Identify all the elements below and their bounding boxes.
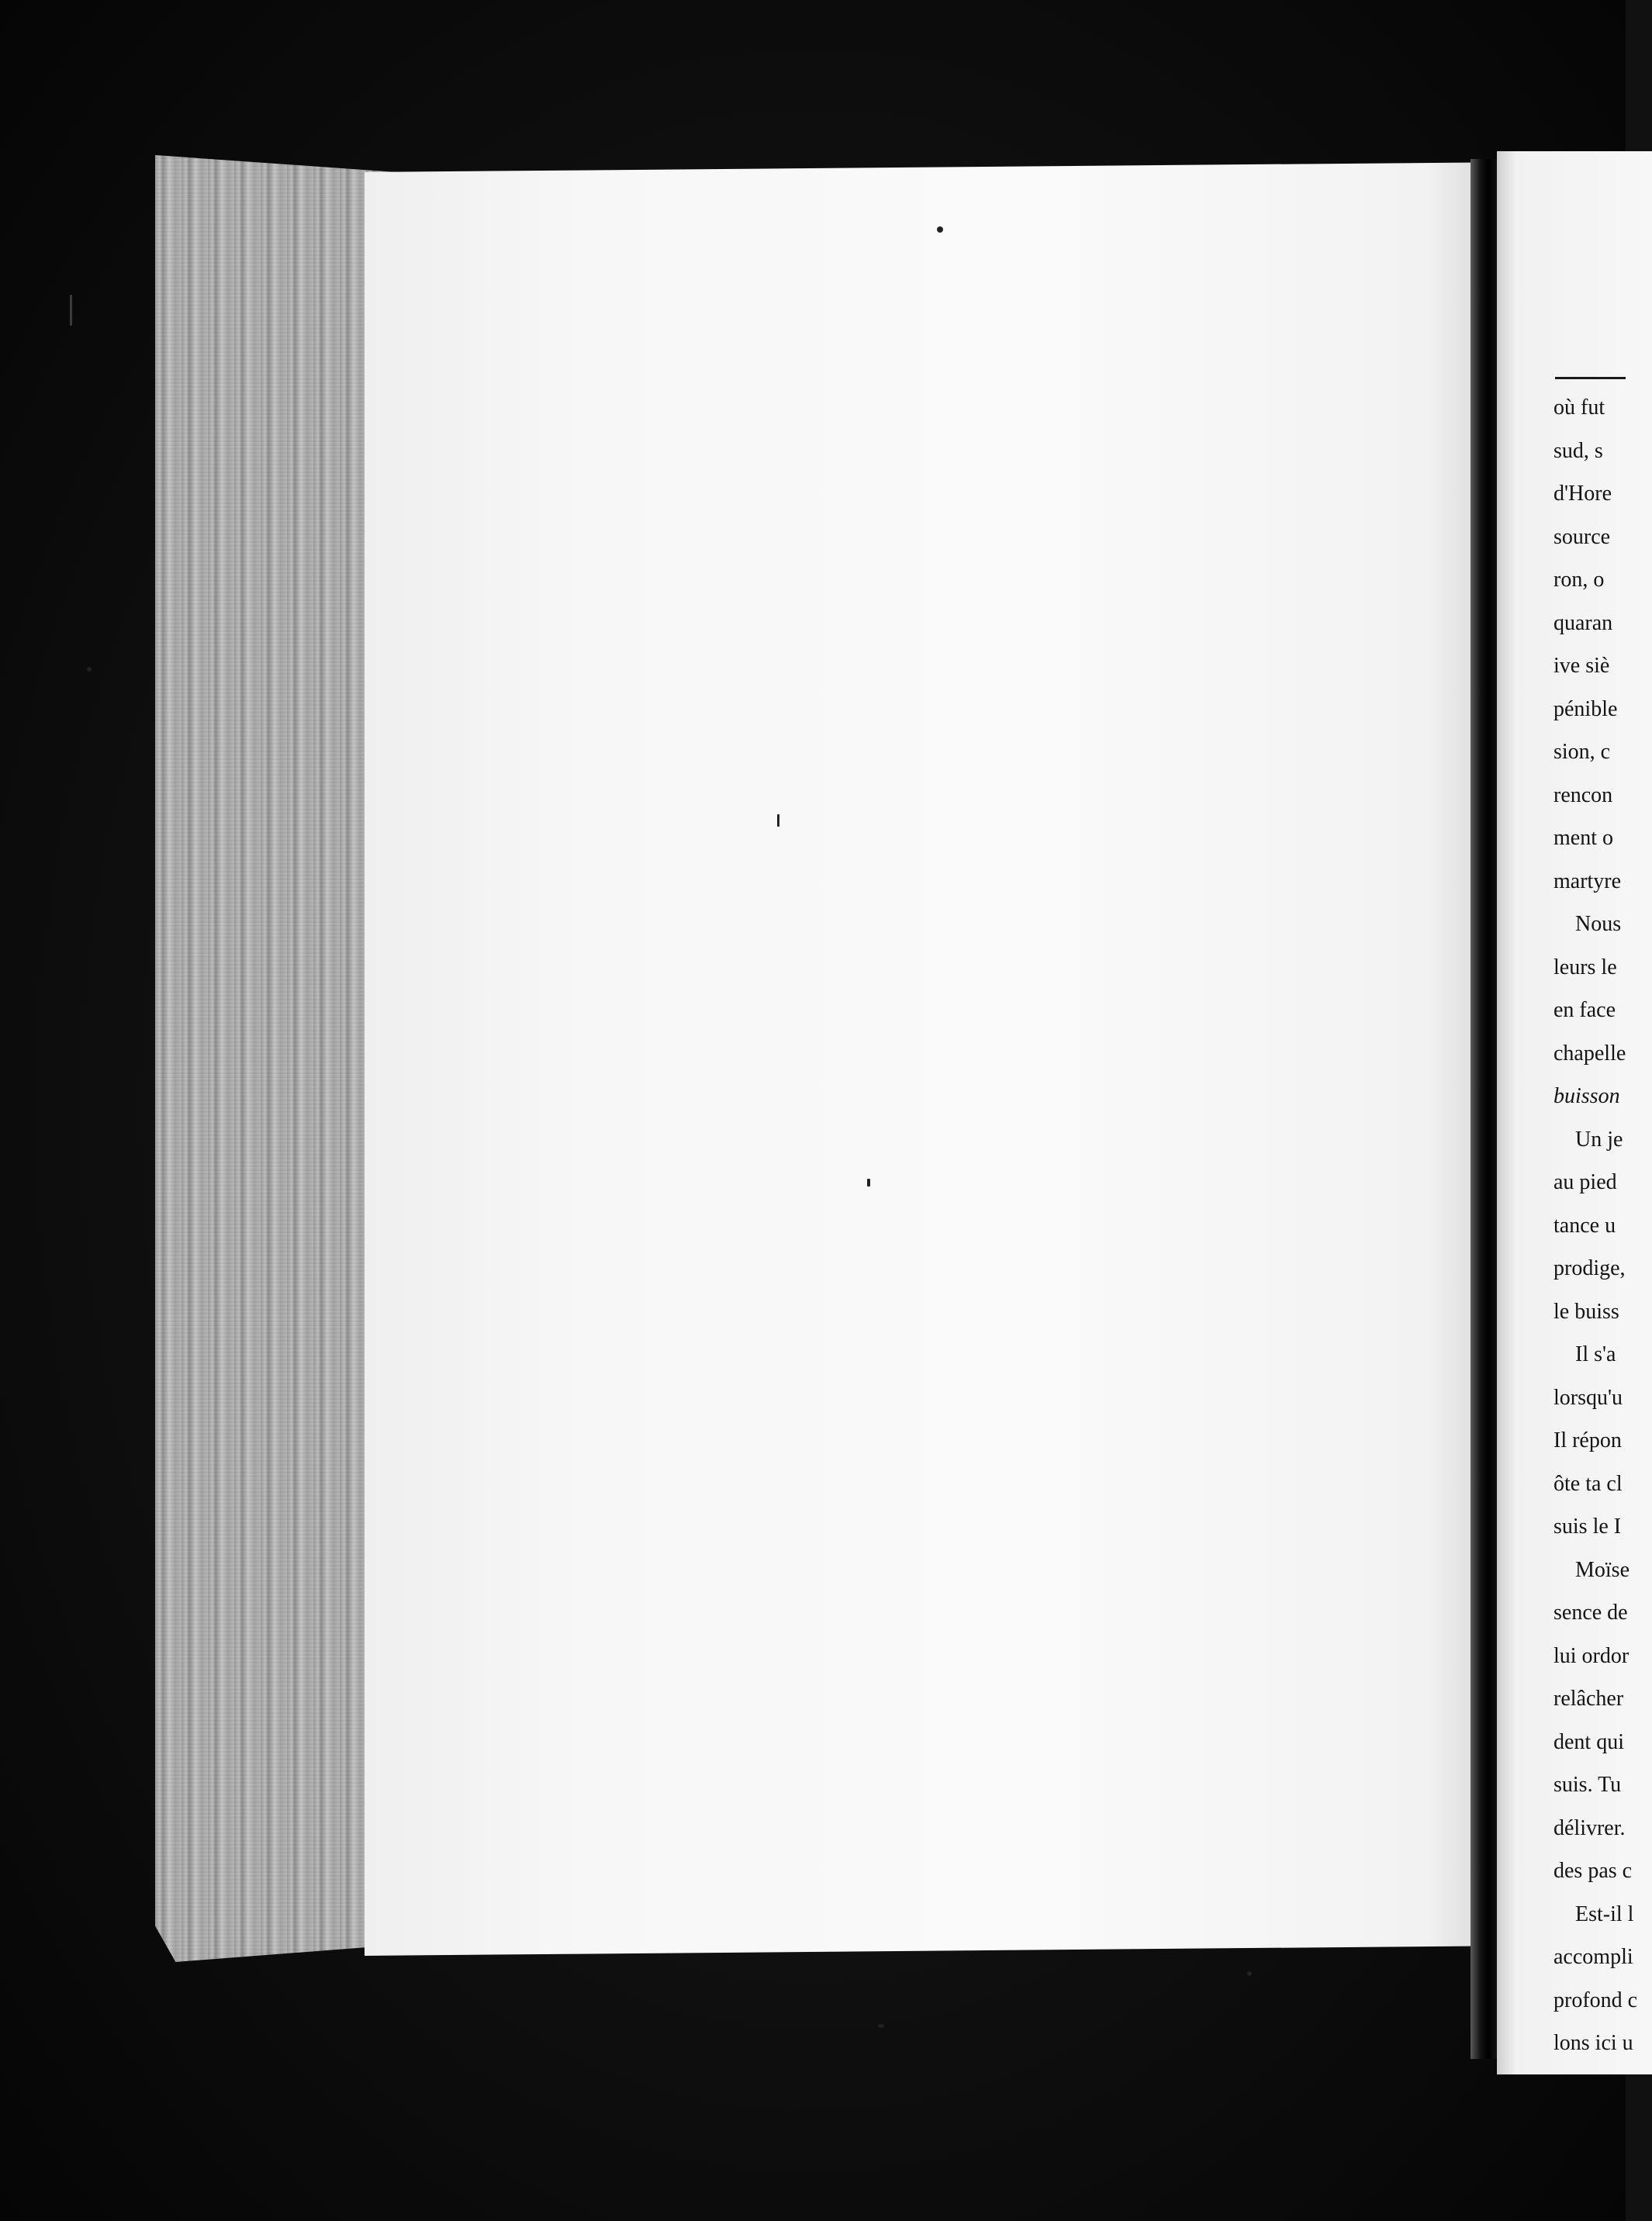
- text-line: des pas c: [1554, 1859, 1633, 1883]
- dust-speck: [70, 295, 72, 326]
- text-line: lui ordor: [1554, 1643, 1630, 1668]
- text-line: ive siè: [1554, 654, 1610, 678]
- text-line: prodige,: [1554, 1256, 1626, 1280]
- dust-speck: [937, 226, 943, 233]
- text-line: dent qui: [1554, 1729, 1624, 1754]
- text-line: quaran: [1554, 610, 1613, 635]
- italic-text: buisson: [1554, 1084, 1620, 1108]
- text-line: Il répon: [1554, 1428, 1622, 1452]
- text-line: où fut: [1554, 395, 1605, 420]
- text-line: chapelle: [1554, 1041, 1626, 1066]
- text-line: pénible: [1554, 696, 1618, 721]
- text-line: relâcher: [1554, 1687, 1624, 1711]
- text-line: ôte ta cl: [1554, 1471, 1623, 1496]
- text-line: le buiss: [1554, 1299, 1619, 1324]
- text-line: sion, c: [1554, 740, 1611, 764]
- text-line: rencon: [1554, 782, 1613, 807]
- text-line: profond c: [1554, 1988, 1638, 2012]
- text-line: d'Hore: [1554, 482, 1612, 506]
- text-line: Nous: [1575, 912, 1622, 936]
- dust-speck: [867, 1179, 870, 1186]
- text-line: en face: [1554, 998, 1616, 1022]
- text-line: lons ici u: [1554, 2031, 1633, 2055]
- text-line: au pied: [1554, 1170, 1617, 1194]
- text-line: Est-il l: [1575, 1901, 1634, 1926]
- book-gutter: [1471, 159, 1500, 2059]
- right-page-text-column: [1554, 386, 1638, 2065]
- text-line: suis le I: [1554, 1515, 1622, 1539]
- text-line: Il s'a: [1575, 1342, 1616, 1366]
- dust-speck: [777, 814, 779, 827]
- text-line: tance u: [1554, 1213, 1616, 1238]
- text-line: suis. Tu: [1554, 1773, 1622, 1797]
- header-rule: [1555, 377, 1626, 379]
- text-line: sud, s: [1554, 438, 1603, 463]
- text-line: martyre: [1554, 869, 1622, 893]
- dust-speck: [1247, 1971, 1252, 1976]
- text-line: ron, o: [1554, 568, 1605, 592]
- text-line: accompli: [1554, 1945, 1633, 1969]
- text-line: lorsqu'u: [1554, 1385, 1623, 1410]
- dust-speck: [878, 2024, 884, 2028]
- text-line: Moïse: [1575, 1557, 1630, 1582]
- text-line: sence de: [1554, 1601, 1628, 1625]
- dust-speck: [87, 667, 92, 672]
- text-line: leurs le: [1554, 955, 1617, 979]
- text-line: [1554, 1075, 1626, 1118]
- left-page-blank: [365, 162, 1481, 1956]
- text-line: délivrer.: [1554, 1815, 1626, 1840]
- text-line: ment o: [1554, 826, 1613, 850]
- text-line: Un je: [1575, 1127, 1623, 1152]
- text-line: source: [1554, 524, 1611, 549]
